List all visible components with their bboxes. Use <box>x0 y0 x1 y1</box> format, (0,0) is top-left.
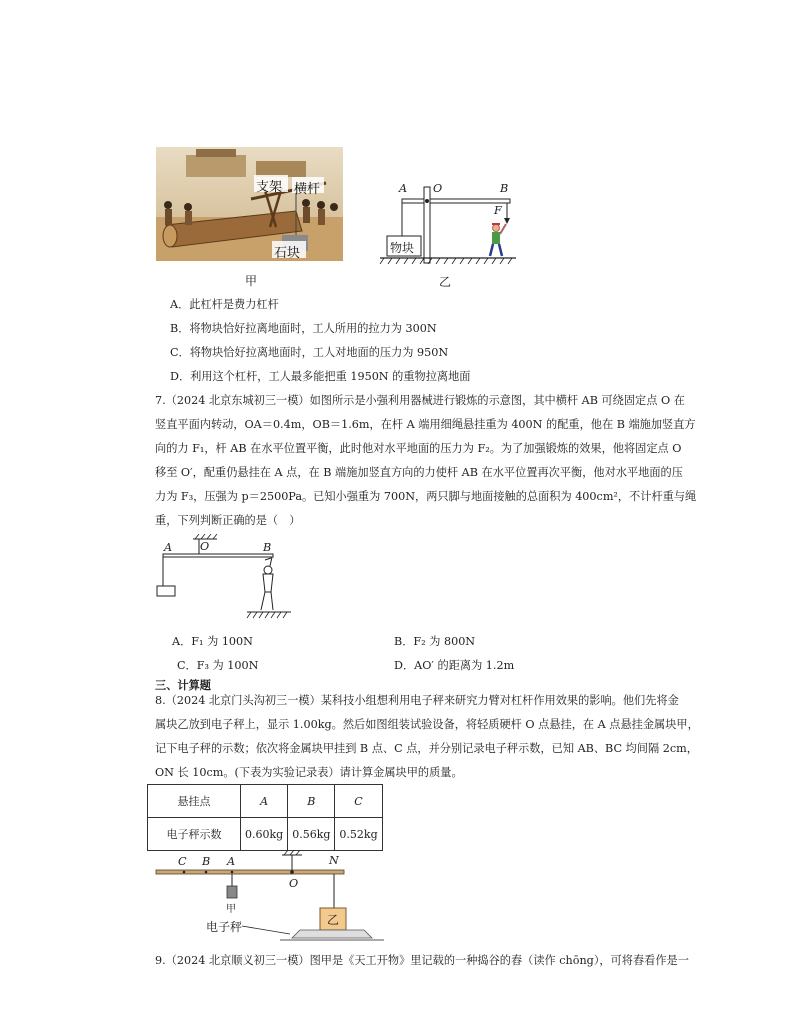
table-row <box>148 785 383 818</box>
section-title: 三、计算题 <box>155 678 211 692</box>
table-cell: 电子秤示数 <box>148 818 241 851</box>
q6-option-a: A．此杠杆是费力杠杆 <box>170 298 279 311</box>
label-beam: 横杆 <box>294 182 321 197</box>
table-cell: A <box>241 785 288 818</box>
label-B: B <box>500 182 509 195</box>
q8-line-3: 记下电子秤的示数；依次将金属块甲挂到 B 点、C 点，并分别记录电子秤示数，已知 AB、BC 均间隔 2cm， <box>155 742 698 755</box>
q6-option-b: B．将物块恰好拉离地面时，工人所用的拉力为 300N <box>170 322 437 335</box>
q8-line-4: ON 长 10cm。(下表为实验记录表）请计算金属块甲的质量。 <box>155 766 463 779</box>
q7-line-2: 竖直平面内转动，OA＝0.4m，OB＝1.6m，在杆 A 端用细绳悬挂重为 400N 的配重，他在 B 端施加竖直方 <box>155 418 696 431</box>
q8-label-O: O <box>289 877 299 890</box>
label-F: F <box>494 204 502 217</box>
q8-figure <box>150 848 390 944</box>
q7-figure <box>155 534 295 624</box>
caption-jia: 甲 <box>245 274 258 288</box>
label-block: 物块 <box>390 241 415 255</box>
table-cell: 0.60kg <box>241 818 288 851</box>
q7-line-5: 力为 F₃，压强为 p＝2500Pa。已知小强重为 700N，两只脚与地面接触的总面积为 400cm²，不计杆重与绳 <box>155 490 697 503</box>
figure-jia-illustration <box>156 147 343 261</box>
label-O: O <box>433 182 443 195</box>
q8-label-B: B <box>202 855 211 868</box>
q7-option-a: A．F₁ 为 100N <box>172 635 253 648</box>
q8-label-yi: 乙 <box>327 913 340 927</box>
table-cell: 0.56kg <box>288 818 335 851</box>
label-stone: 石块 <box>274 246 301 261</box>
q7-line-3: 向的力 F₁，杆 AB 在水平位置平衡，此时他对水平地面的压力为 F₂。为了加强锻炼的效果，他将固定点 O <box>155 442 682 455</box>
caption-yi: 乙 <box>439 275 452 289</box>
q7-line-6: 重，下列判断正确的是（ ） <box>155 514 301 527</box>
q8-label-jia: 甲 <box>226 904 236 915</box>
q7-line-4: 移至 O′，配重仍悬挂在 A 点，在 B 端施加竖直方向的力使杆 AB 在水平位置再次平衡，他对水平地面的压 <box>155 466 683 479</box>
figure-yi <box>378 180 518 270</box>
figure-jia <box>156 147 343 261</box>
table-cell: B <box>288 785 335 818</box>
q7-label-O: O <box>200 540 210 553</box>
table-row <box>148 818 383 851</box>
q7-diagram <box>155 534 295 624</box>
q8-label-A: A <box>227 855 236 868</box>
label-A: A <box>399 182 408 195</box>
q6-option-d: D．利用这个杠杆，工人最多能把重 1950N 的重物拉离地面 <box>170 370 471 383</box>
q8-label-C: C <box>178 855 187 868</box>
q8-line-1: 8.（2024 北京门头沟初三一模）某科技小组想利用电子秤来研究力臂对杠杆作用效果的影响。他们先将金 <box>155 694 679 707</box>
label-bracket: 支架 <box>256 180 283 195</box>
q7-option-d: D．AO′ 的距离为 1.2m <box>394 659 515 672</box>
table-cell: 0.52kg <box>335 818 382 851</box>
table-cell: C <box>335 785 382 818</box>
q7-option-b: B．F₂ 为 800N <box>394 635 476 648</box>
q6-option-c: C．将物块恰好拉离地面时，工人对地面的压力为 950N <box>170 346 449 359</box>
q7-option-c: C．F₃ 为 100N <box>177 659 259 672</box>
q7-line-1: 7.（2024 北京东城初三一模）如图所示是小强利用器械进行锻炼的示意图，其中横杆 AB 可绕固定点 O 在 <box>155 394 685 407</box>
q9-line-1: 9.（2024 北京顺义初三一模）图甲是《天工开物》里记载的一种捣谷的舂（读作 chōng），可将舂看作是一 <box>155 954 689 967</box>
q7-label-A: A <box>164 541 173 554</box>
q8-label-scale: 电子秤 <box>206 920 243 934</box>
record-table <box>147 784 383 851</box>
q7-label-B: B <box>263 541 272 554</box>
q8-line-2: 属块乙放到电子秤上，显示 1.00kg。然后如图组装试验设备，将轻质硬杆 O 点悬挂，在 A 点悬挂金属块甲， <box>155 718 699 731</box>
table-cell: 悬挂点 <box>148 785 241 818</box>
q8-label-N: N <box>329 854 339 867</box>
